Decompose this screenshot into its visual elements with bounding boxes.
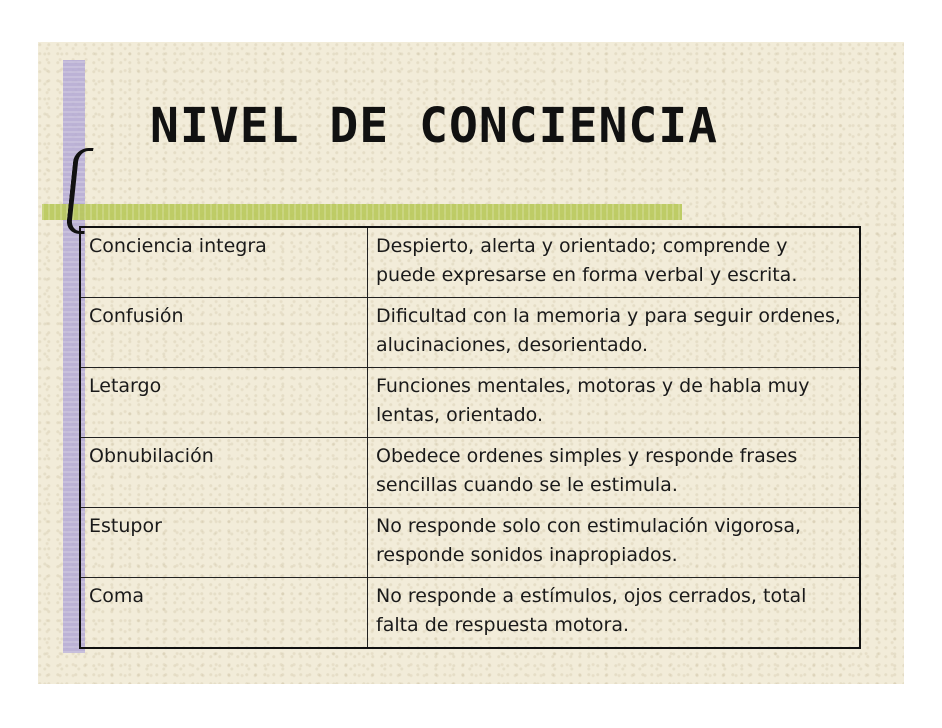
level-term: Coma (80, 577, 368, 648)
level-term: Confusión (80, 298, 368, 368)
level-description: Dificultad con la memoria y para seguir ordenes, alucinaciones, desorientado. (368, 298, 861, 368)
level-description: Obedece ordenes simples y responde frases sencillas cuando se le estimula. (368, 437, 861, 507)
level-term: Conciencia integra (89, 235, 267, 257)
level-term: Estupor (80, 507, 368, 577)
level-term: Obnubilación (80, 437, 368, 507)
horizontal-accent-bar (42, 204, 682, 220)
level-description: Funciones mentales, motoras y de habla muy lentas, orientado. (368, 368, 861, 438)
table-row (80, 577, 860, 648)
consciousness-levels-table (79, 226, 861, 649)
table-row (80, 368, 860, 438)
table-row (80, 298, 860, 368)
slide-title: NIVEL DE CONCIENCIA (150, 98, 719, 154)
level-description: No responde solo con estimulación vigorosa, responde sonidos inapropiados. (368, 507, 861, 577)
table-row (80, 437, 860, 507)
level-description: Despierto, alerta y orientado; comprende y puede expresarse en forma verbal y escrita. (368, 227, 861, 298)
table-row (80, 507, 860, 577)
level-description: No responde a estímulos, ojos cerrados, total falta de respuesta motora. (368, 577, 861, 648)
level-term: Letargo (80, 368, 368, 438)
table-row (80, 227, 860, 298)
